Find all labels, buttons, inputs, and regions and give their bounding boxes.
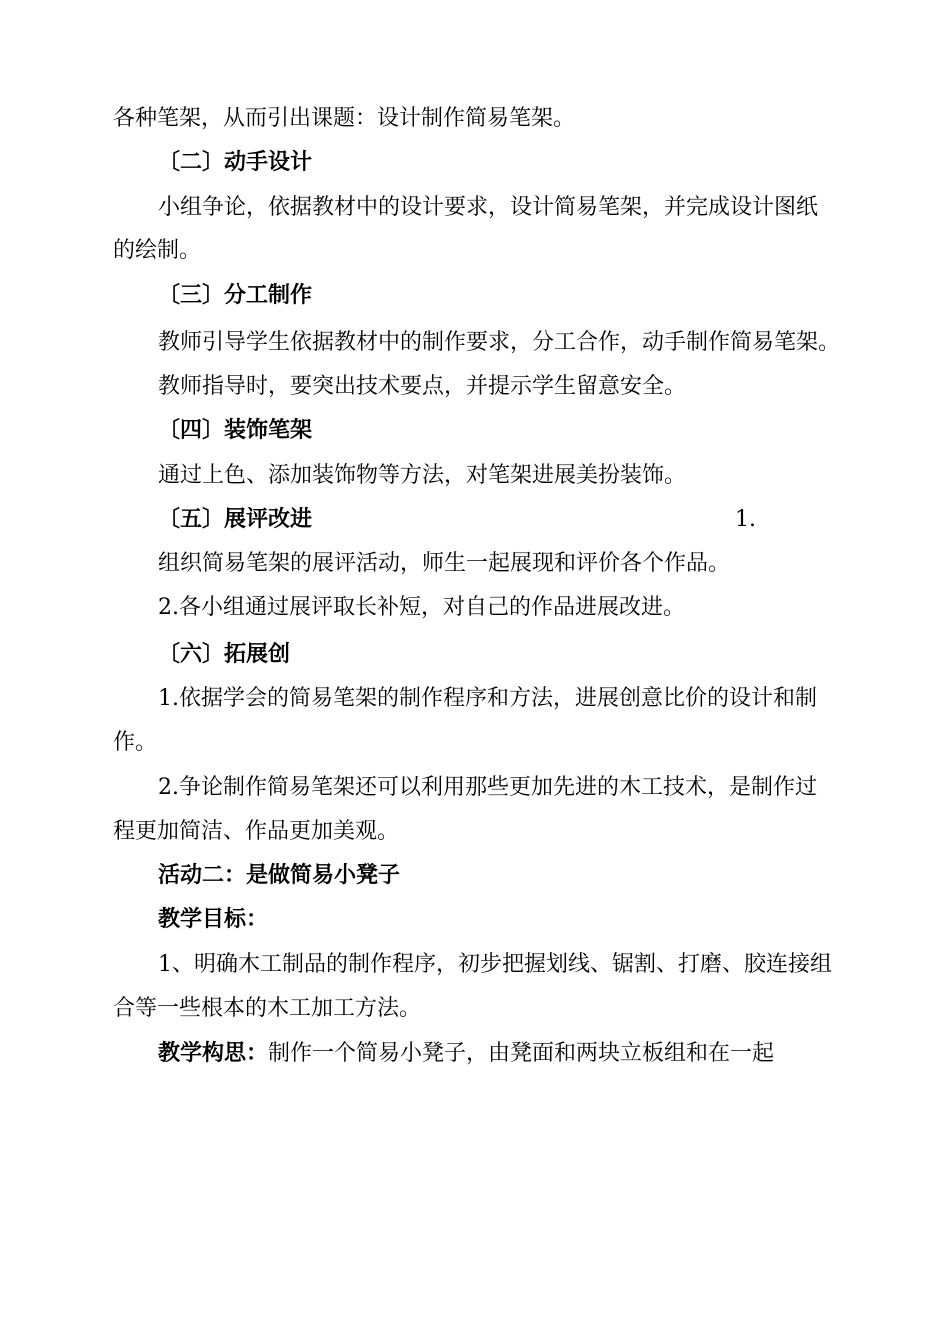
section-heading-review: 〔五〕展评改进 <box>158 507 313 532</box>
section-heading-decoration: 〔四〕装饰笔架 <box>158 418 313 443</box>
section-heading-extension: 〔六〕拓展创 <box>158 642 291 667</box>
paragraph-line: 教师指导时，要突出技术要点，并提示学生留意安全。 <box>158 374 687 399</box>
objectives-heading: 教学目标： <box>158 907 269 932</box>
activity-heading: 活动二：是做简易小凳子 <box>158 863 401 888</box>
section-heading-production: 〔三〕分工制作 <box>158 283 313 308</box>
paragraph-line: 的绘制。 <box>113 238 202 263</box>
teaching-concept-line <box>158 1039 838 1069</box>
paragraph-line: 1、明确木工制品的制作程序，初步把握划线、锯割、打磨、胶连接组 <box>158 952 832 977</box>
paragraph-line: 1.依据学会的简易笔架的制作程序和方法，进展创意比价的设计和制 <box>158 686 817 711</box>
paragraph-line: 合等一些根本的木工加工方法。 <box>113 996 422 1021</box>
list-number: 1. <box>735 507 756 532</box>
teaching-concept-label: 教学构思： <box>158 1041 269 1066</box>
paragraph-line: 程更加简洁、作品更加美观。 <box>113 819 400 844</box>
paragraph-line: 2.争论制作简易笔架还可以利用那些更加先进的木工技术，是制作过 <box>158 775 817 800</box>
paragraph-line: 2.各小组通过展评取长补短，对自己的作品进展改进。 <box>158 595 685 620</box>
section-heading-design: 〔二〕动手设计 <box>158 150 313 175</box>
paragraph-line: 组织简易笔架的展评活动，师生一起展现和评价各个作品。 <box>158 551 731 576</box>
paragraph-line: 通过上色、添加装饰物等方法，对笔架进展美扮装饰。 <box>158 463 687 488</box>
paragraph-line: 作。 <box>113 730 158 755</box>
teaching-concept-text: 制作一个简易小凳子，由凳面和两块立板组和在一起 <box>268 1041 775 1066</box>
paragraph-line: 教师引导学生依据教材中的制作要求，分工合作，动手制作简易笔架。 <box>158 330 841 355</box>
paragraph-line: 各种笔架，从而引出课题：设计制作简易笔架。 <box>113 106 576 131</box>
paragraph-line: 小组争论，依据教材中的设计要求，设计简易笔架，并完成设计图纸 <box>158 195 819 220</box>
